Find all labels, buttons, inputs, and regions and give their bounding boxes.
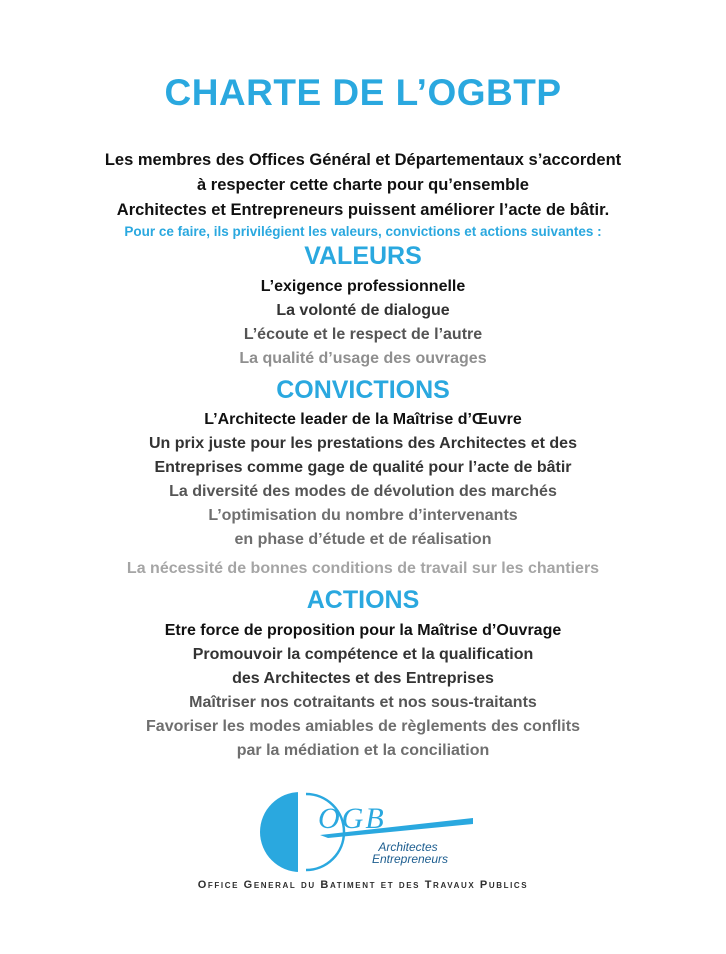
convictions-list xyxy=(0,408,726,581)
logo-subtitle-entrepreneurs: Entrepreneurs xyxy=(371,852,449,866)
convictions-item: Un prix juste pour les prestations des Architectes et des xyxy=(149,435,577,452)
actions-item: Promouvoir la compétence et la qualification xyxy=(192,646,534,663)
logo-subtitle-architectes: Architectes xyxy=(378,840,438,854)
actions-list xyxy=(0,619,726,763)
convictions-item: L’Architecte leader de la Maîtrise d’Œuvre xyxy=(204,411,522,428)
valeurs-item: La volonté de dialogue xyxy=(276,302,450,319)
convictions-item: La nécessité de bonnes conditions de travail sur les chantiers xyxy=(126,560,600,577)
convictions-item: L’optimisation du nombre d’intervenants xyxy=(208,507,518,524)
logo-half-disc xyxy=(260,792,300,872)
intro-accent-line: Pour ce faire, ils privilégient les valeurs, convictions et actions suivantes : xyxy=(124,224,602,239)
actions-heading: ACTIONS xyxy=(306,586,420,614)
actions-item: Favoriser les modes amiables de règlements des conflits xyxy=(146,718,580,735)
actions-item: des Architectes et des Entreprises xyxy=(232,670,494,687)
logo-divider xyxy=(298,792,302,872)
valeurs-item: La qualité d’usage des ouvrages xyxy=(239,350,487,367)
convictions-item: La diversité des modes de dévolution des marchés xyxy=(169,483,557,500)
intro-line: Les membres des Offices Général et Départementaux s’accordent xyxy=(104,151,622,169)
intro-line: à respecter cette charte pour qu’ensemble xyxy=(197,176,529,194)
valeurs-item: L’écoute et le respect de l’autre xyxy=(243,326,483,343)
actions-item: Maîtriser nos cotraitants et nos sous-traitants xyxy=(189,694,537,711)
ogb-logo xyxy=(258,792,488,872)
convictions-heading: CONVICTIONS xyxy=(276,376,450,404)
valeurs-heading: VALEURS xyxy=(304,242,422,270)
actions-item: Etre force de proposition pour la Maîtrise d’Ouvrage xyxy=(164,622,562,639)
intro-line: Architectes et Entrepreneurs puissent améliorer l’acte de bâtir. xyxy=(116,201,610,219)
valeurs-item: L’exigence professionnelle xyxy=(260,278,466,295)
organization-name: Office General du Batiment et des Travaux Publics xyxy=(197,879,529,891)
actions-item: par la médiation et la conciliation xyxy=(236,742,490,759)
convictions-item: Entreprises comme gage de qualité pour l’acte de bâtir xyxy=(154,459,572,476)
intro-text xyxy=(0,148,726,241)
page-title: CHARTE DE L’OGBTP xyxy=(164,72,562,113)
convictions-item: en phase d’étude et de réalisation xyxy=(234,531,492,548)
valeurs-list xyxy=(0,275,726,371)
logo-letters: OGB xyxy=(318,802,386,835)
